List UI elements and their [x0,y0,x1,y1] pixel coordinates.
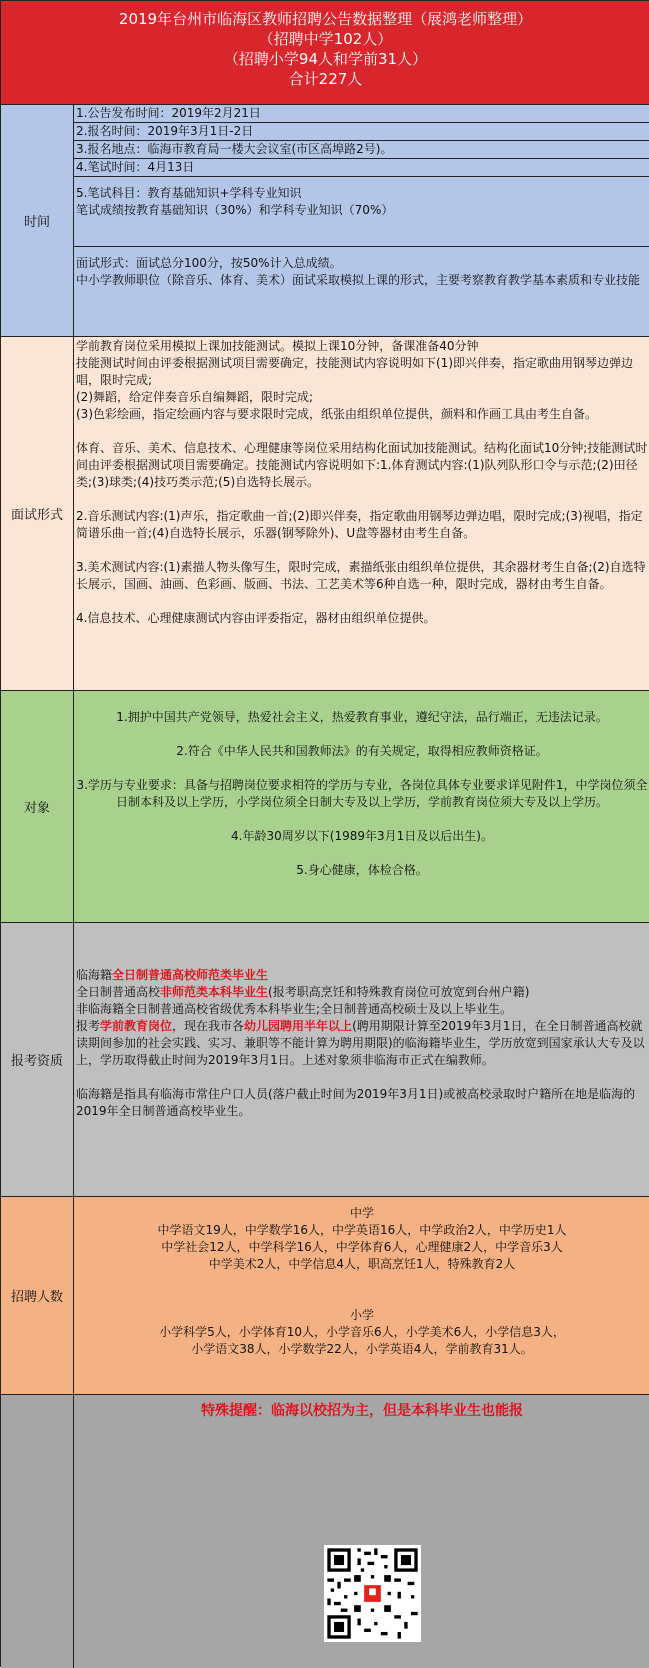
interview-scoring-block [74,247,649,289]
label-time: 时间 [1,105,74,337]
qual-l2-highlight: 非师范类本科毕业生 [160,985,269,999]
qual-line-5: 临海籍是指具有临海市常住户口人员(落户截止时间为2019年3月1日)或被高校录取时户籍所在地是临海的2019年全日制普通高校毕业生。 [76,1087,636,1118]
exam-weighting: 笔试成绩按教育基础知识（30%）和学科专业知识（70%） [76,203,394,217]
target-req-2: 2.符合《中华人民共和国教师法》的有关规定，取得相应教师资格证。 [176,744,548,758]
recruit-middle-title: 中学 [349,1206,374,1220]
recruit-primary-1: 小学科学5人，小学体育10人，小学音乐6人，小学美术6人，小学信息3人， [159,1325,565,1339]
qual-l4-prefix: 报考 [76,1019,101,1033]
qual-l4-highlight-b: 幼儿园聘用半年以上 [244,1019,353,1033]
target-req-4: 4.年龄30周岁以下(1989年3月1日及以后出生)。 [231,829,493,843]
qual-l2-suffix: (报考职高烹饪和特殊教育岗位可放宽到台州户籍) [268,985,530,999]
qual-l4-suffix: (聘用期限计算至2019年3月1日，在全日制普通高校就读期间参加的社会实践、实习、兼职等不能计算为聘用期限)的临海籍毕业生，学历放宽到国家承认大专及以上，学历取得截止时间为2019年3月1日。上述对象须非临海市正式在编教师。 [76,1019,645,1067]
interview-score: 面试形式：面试总分100分，按50%计入总成绩。 [76,256,342,270]
interview-it: 4.信息技术、心理健康测试内容由评委指定，器材由组织单位提供。 [76,611,436,625]
interview-skill-3: (3)色彩绘画，指定绘画内容与要求限时完成，纸张由组织单位提供，颜料和作画工具由考生自备。 [76,407,598,421]
special-notice: 特殊提醒：临海以校招为主，但是本科毕业生也能报 [201,1403,523,1419]
interview-art: 3.美术测试内容:(1)素描人物头像写生，限时完成，素描纸张由组织单位提供，其余器材考生自备;(2)自选特长展示，国画、油画、色彩画、版画、书法、工艺美术等6种自选一种，限时完成，器材由考生自备。 [76,560,646,591]
announce-date: 1.公告发布时间：2019年2月21日 [74,105,649,123]
qual-line-4 [74,1018,649,1069]
label-recruit: 招聘人数 [1,1197,74,1395]
register-place: 3.报名地点：临海市教育局一楼大会议室(市区高埠路2号)。 [74,141,649,159]
recruit-middle-2: 中学社会12人，中学科学16人，中学体育6人，心理健康2人，中学音乐3人 [161,1240,563,1254]
recruit-middle-3: 中学美术2人，中学信息4人，职高烹饪1人，特殊教育2人 [208,1257,516,1271]
recruit-primary-title: 小学 [349,1308,374,1322]
header-middle-school: （招聘中学102人） [258,30,393,48]
recruit-primary-2: 小学语文38人，小学数学22人，小学英语4人，学前教育31人。 [191,1342,533,1356]
register-date: 2.报名时间：2019年3月1日-2日 [74,123,649,141]
section-target [74,691,649,923]
header-total: 合计227人 [288,70,363,88]
target-req-3: 3.学历与专业要求：具备与招聘岗位要求相符的学历与专业，各岗位具体专业要求详见附件1，中学岗位须全日制本科及以上学历，小学岗位须全日制大专及以上学历，学前教育岗位须大专及以上学历。 [76,778,648,809]
section-time [74,105,649,337]
section-recruit [74,1197,649,1395]
section-qualification [74,923,649,1197]
label-empty [1,1395,74,1668]
qual-l1-prefix: 临海籍 [76,968,113,982]
qual-line-2 [74,984,649,1001]
qual-line-1 [74,967,649,984]
qual-l4-mid: ，现在我市各 [172,1019,245,1033]
interview-skill-1: 技能测试时间由评委根据测试项目需要确定，技能测试内容说明如下(1)即兴伴奏，指定歌曲用钢琴边弹边唱，限时完成; [76,356,634,387]
section-interview [74,337,649,691]
qual-l1-highlight: 全日制普通高校师范类毕业生 [112,968,269,982]
exam-date: 4.笔试时间：4月13日 [74,159,649,177]
target-req-5: 5.身心健康，体检合格。 [296,863,428,877]
target-req-1: 1.拥护中国共产党领导，热爱社会主义，热爱教育事业，遵纪守法，品行端正，无违法记录。 [116,710,608,724]
qr-code-image [324,1545,421,1642]
interview-skill-2: (2)舞蹈，给定伴奏音乐自编舞蹈，限时完成; [76,390,314,404]
header-primary-school: （招聘小学94人和学前31人） [223,50,428,68]
label-interview: 面试形式 [1,337,74,691]
qual-l4-highlight-a: 学前教育岗位 [100,1019,173,1033]
label-target: 对象 [1,691,74,923]
qual-l2-prefix: 全日制普通高校 [76,985,161,999]
interview-format-note: 中小学教师职位（除音乐、体育、美术）面试采取模拟上课的形式，主要考察教育教学基本素质和专业技能 [76,273,641,287]
exam-subjects: 5.笔试科目：教育基础知识+学科专业知识 [76,186,302,200]
interview-preschool: 学前教育岗位采用模拟上课加技能测试。模拟上课10分钟，备课准备40分钟 [76,339,479,353]
recruit-middle-1: 中学语文19人，中学数学16人，中学英语16人，中学政治2人，中学历史1人 [157,1223,567,1237]
qual-line-3: 非临海籍全日制普通高校省级优秀本科毕业生;全日制普通高校硕士及以上毕业生。 [76,1002,513,1016]
exam-subjects-block [74,177,649,247]
label-qualification: 报考资质 [1,923,74,1197]
interview-pe: 体育、音乐、美术、信息技术、心理健康等岗位采用结构化面试加技能测试。结构化面试10分钟;技能测试时间由评委根据测试项目需要确定。技能测试内容说明如下:1.体育测试内容:(1)队列队形口令与示范;(2)田径类;(3)球类;(4)技巧类示范;(5)自选特长展示。 [76,441,648,489]
interview-music: 2.音乐测试内容:(1)声乐，指定歌曲一首;(2)即兴伴奏，指定歌曲用钢琴边弹边唱，限时完成;(3)视唱，指定简谱乐曲一首;(4)自选特长展示，乐器(钢琴除外)、U盘等器材由考生自备。 [76,509,643,540]
header-title: 2019年台州市临海区教师招聘公告数据整理（展鸿老师整理） [118,10,533,28]
sheet-header [1,1,649,105]
